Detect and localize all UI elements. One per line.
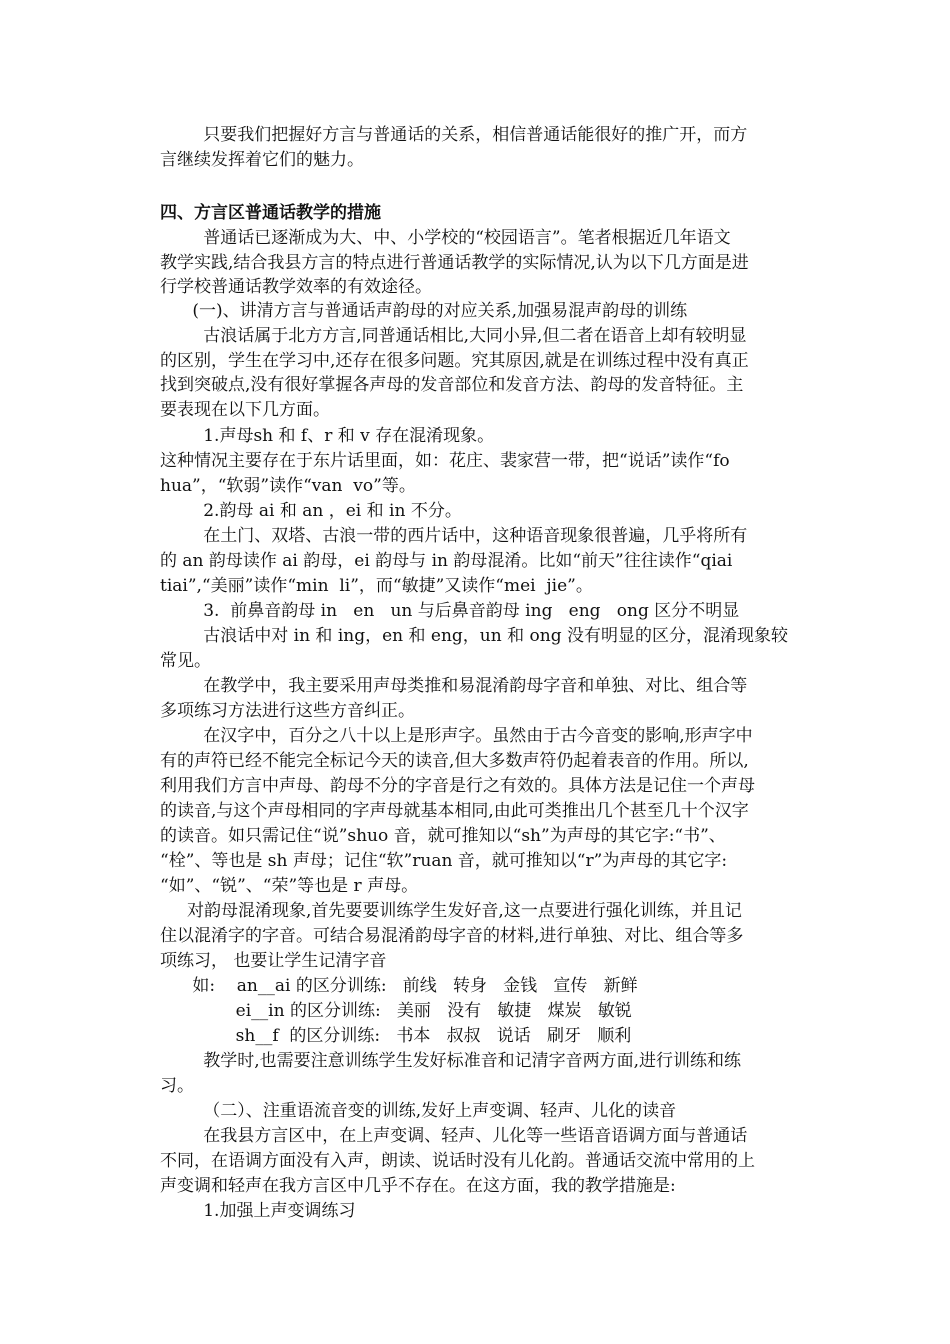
- text-line: 行学校普通话教学效率的有效途径。: [160, 277, 432, 297]
- text-line: tiai”,“美丽”读作“min li”，而“敏捷”又读作“mei jie”。: [160, 576, 593, 596]
- text-line: 多项练习方法进行这些方音纠正。: [160, 701, 415, 721]
- text-line: 在汉字中，百分之八十以上是形声字。虽然由于古今音变的影响,形声字中: [160, 726, 753, 746]
- text-line: 1.加强上声变调练习: [160, 1201, 356, 1221]
- text-line: 古浪话属于北方方言,同普通话相比,大同小异,但二者在语音上却有较明显: [160, 326, 747, 346]
- text-line: 对韵母混淆现象,首先要要训练学生发好音,这一点要进行强化训练，并且记: [160, 901, 742, 921]
- section-heading: 四、方言区普通话教学的措施: [160, 203, 381, 223]
- text-line: 2.韵母 ai 和 an ，ei 和 in 不分。: [160, 501, 462, 521]
- text-line: 住以混淆字的字音。可结合易混淆韵母字音的材料,进行单独、对比、组合等多: [160, 926, 744, 946]
- text-line: 不同，在语调方面没有入声，朗读、说话时没有儿化韵。普通话交流中常用的上: [160, 1151, 755, 1171]
- text-line: “栓”、等也是 sh 声母；记住“软”ruan 音，就可推知以“r”为声母的其它字:: [160, 851, 728, 871]
- text-line: 项练习， 也要让学生记清字音: [160, 951, 387, 971]
- text-line: 的 an 韵母读作 ai 韵母，ei 韵母与 in 韵母混淆。比如“前天”往往读作“qiai: [160, 551, 733, 571]
- text-line: 找到突破点,没有很好掌握各声母的发音部位和发音方法、韵母的发音特征。主: [160, 375, 744, 395]
- text-line: 习。: [160, 1076, 194, 1096]
- text-line: 在土门、双塔、古浪一带的西片话中，这种语音现象很普遍，几乎将所有: [160, 526, 748, 546]
- text-line: 声变调和轻声在我方言区中几乎不存在。在这方面，我的教学措施是:: [160, 1176, 676, 1196]
- text-line: 有的声符已经不能完全标记今天的读音,但大多数声符仍起着表音的作用。所以,: [160, 751, 749, 771]
- text-line: 3. 前鼻音韵母 in en un 与后鼻音韵母 ing eng ong 区分不明显: [160, 601, 740, 621]
- text-line: 的区别，学生在学习中,还存在很多问题。究其原因,就是在训练过程中没有真正: [160, 351, 749, 371]
- text-line: 只要我们把握好方言与普通话的关系，相信普通话能很好的推广开，而方: [160, 125, 748, 145]
- text-line: 普通话已逐渐成为大、中、小学校的“校园语言”。笔者根据近几年语文: [160, 228, 731, 248]
- subsection-heading: （二）、注重语流音变的训练,发好上声变调、轻声、儿化的读音: [160, 1101, 677, 1121]
- text-line: 古浪话中对 in 和 ing，en 和 eng，un 和 ong 没有明显的区分，混淆现象较: [160, 626, 788, 646]
- text-line: hua”，“软弱”读作“van vo”等。: [160, 476, 416, 496]
- text-line: 的读音,与这个声母相同的字声母就基本相同,由此可类推出几个甚至几十个汉字: [160, 801, 749, 821]
- text-line: 利用我们方言中声母、韵母不分的字音是行之有效的。具体方法是记住一个声母: [160, 776, 755, 796]
- example-line: 如: an__ai 的区分训练: 前线 转身 金钱 宣传 新鲜: [160, 976, 638, 996]
- text-line: 1.声母sh 和 f、r 和 v 存在混淆现象。: [160, 426, 495, 446]
- text-line: 这种情况主要存在于东片话里面，如：花庄、裴家营一带，把“说话”读作“fo: [160, 451, 730, 471]
- example-line: ei__in 的区分训练: 美丽 没有 敏捷 煤炭 敏锐: [160, 1001, 632, 1021]
- text-line: 常见。: [160, 651, 211, 671]
- subsection-heading: (一)、讲清方言与普通话声韵母的对应关系,加强易混声韵母的训练: [160, 301, 688, 321]
- text-line: 在教学中，我主要采用声母类推和易混淆韵母字音和单独、对比、组合等: [160, 676, 748, 696]
- text-line: “如”、“锐”、“荣”等也是 r 声母。: [160, 876, 419, 896]
- text-line: 教学实践,结合我县方言的特点进行普通话教学的实际情况,认为以下几方面是进: [160, 253, 749, 273]
- example-line: sh__f 的区分训练: 书本 叔叔 说话 刷牙 顺利: [160, 1026, 632, 1046]
- text-line: 言继续发挥着它们的魅力。: [160, 150, 364, 170]
- text-line: 教学时,也需要注意训练学生发好标准音和记清字音两方面,进行训练和练: [160, 1051, 742, 1071]
- text-line: 要表现在以下几方面。: [160, 400, 330, 420]
- text-line: 的读音。如只需记住“说”shuo 音，就可推知以“sh”为声母的其它字:“书”、: [160, 826, 726, 846]
- text-line: 在我县方言区中，在上声变调、轻声、儿化等一些语音语调方面与普通话: [160, 1126, 748, 1146]
